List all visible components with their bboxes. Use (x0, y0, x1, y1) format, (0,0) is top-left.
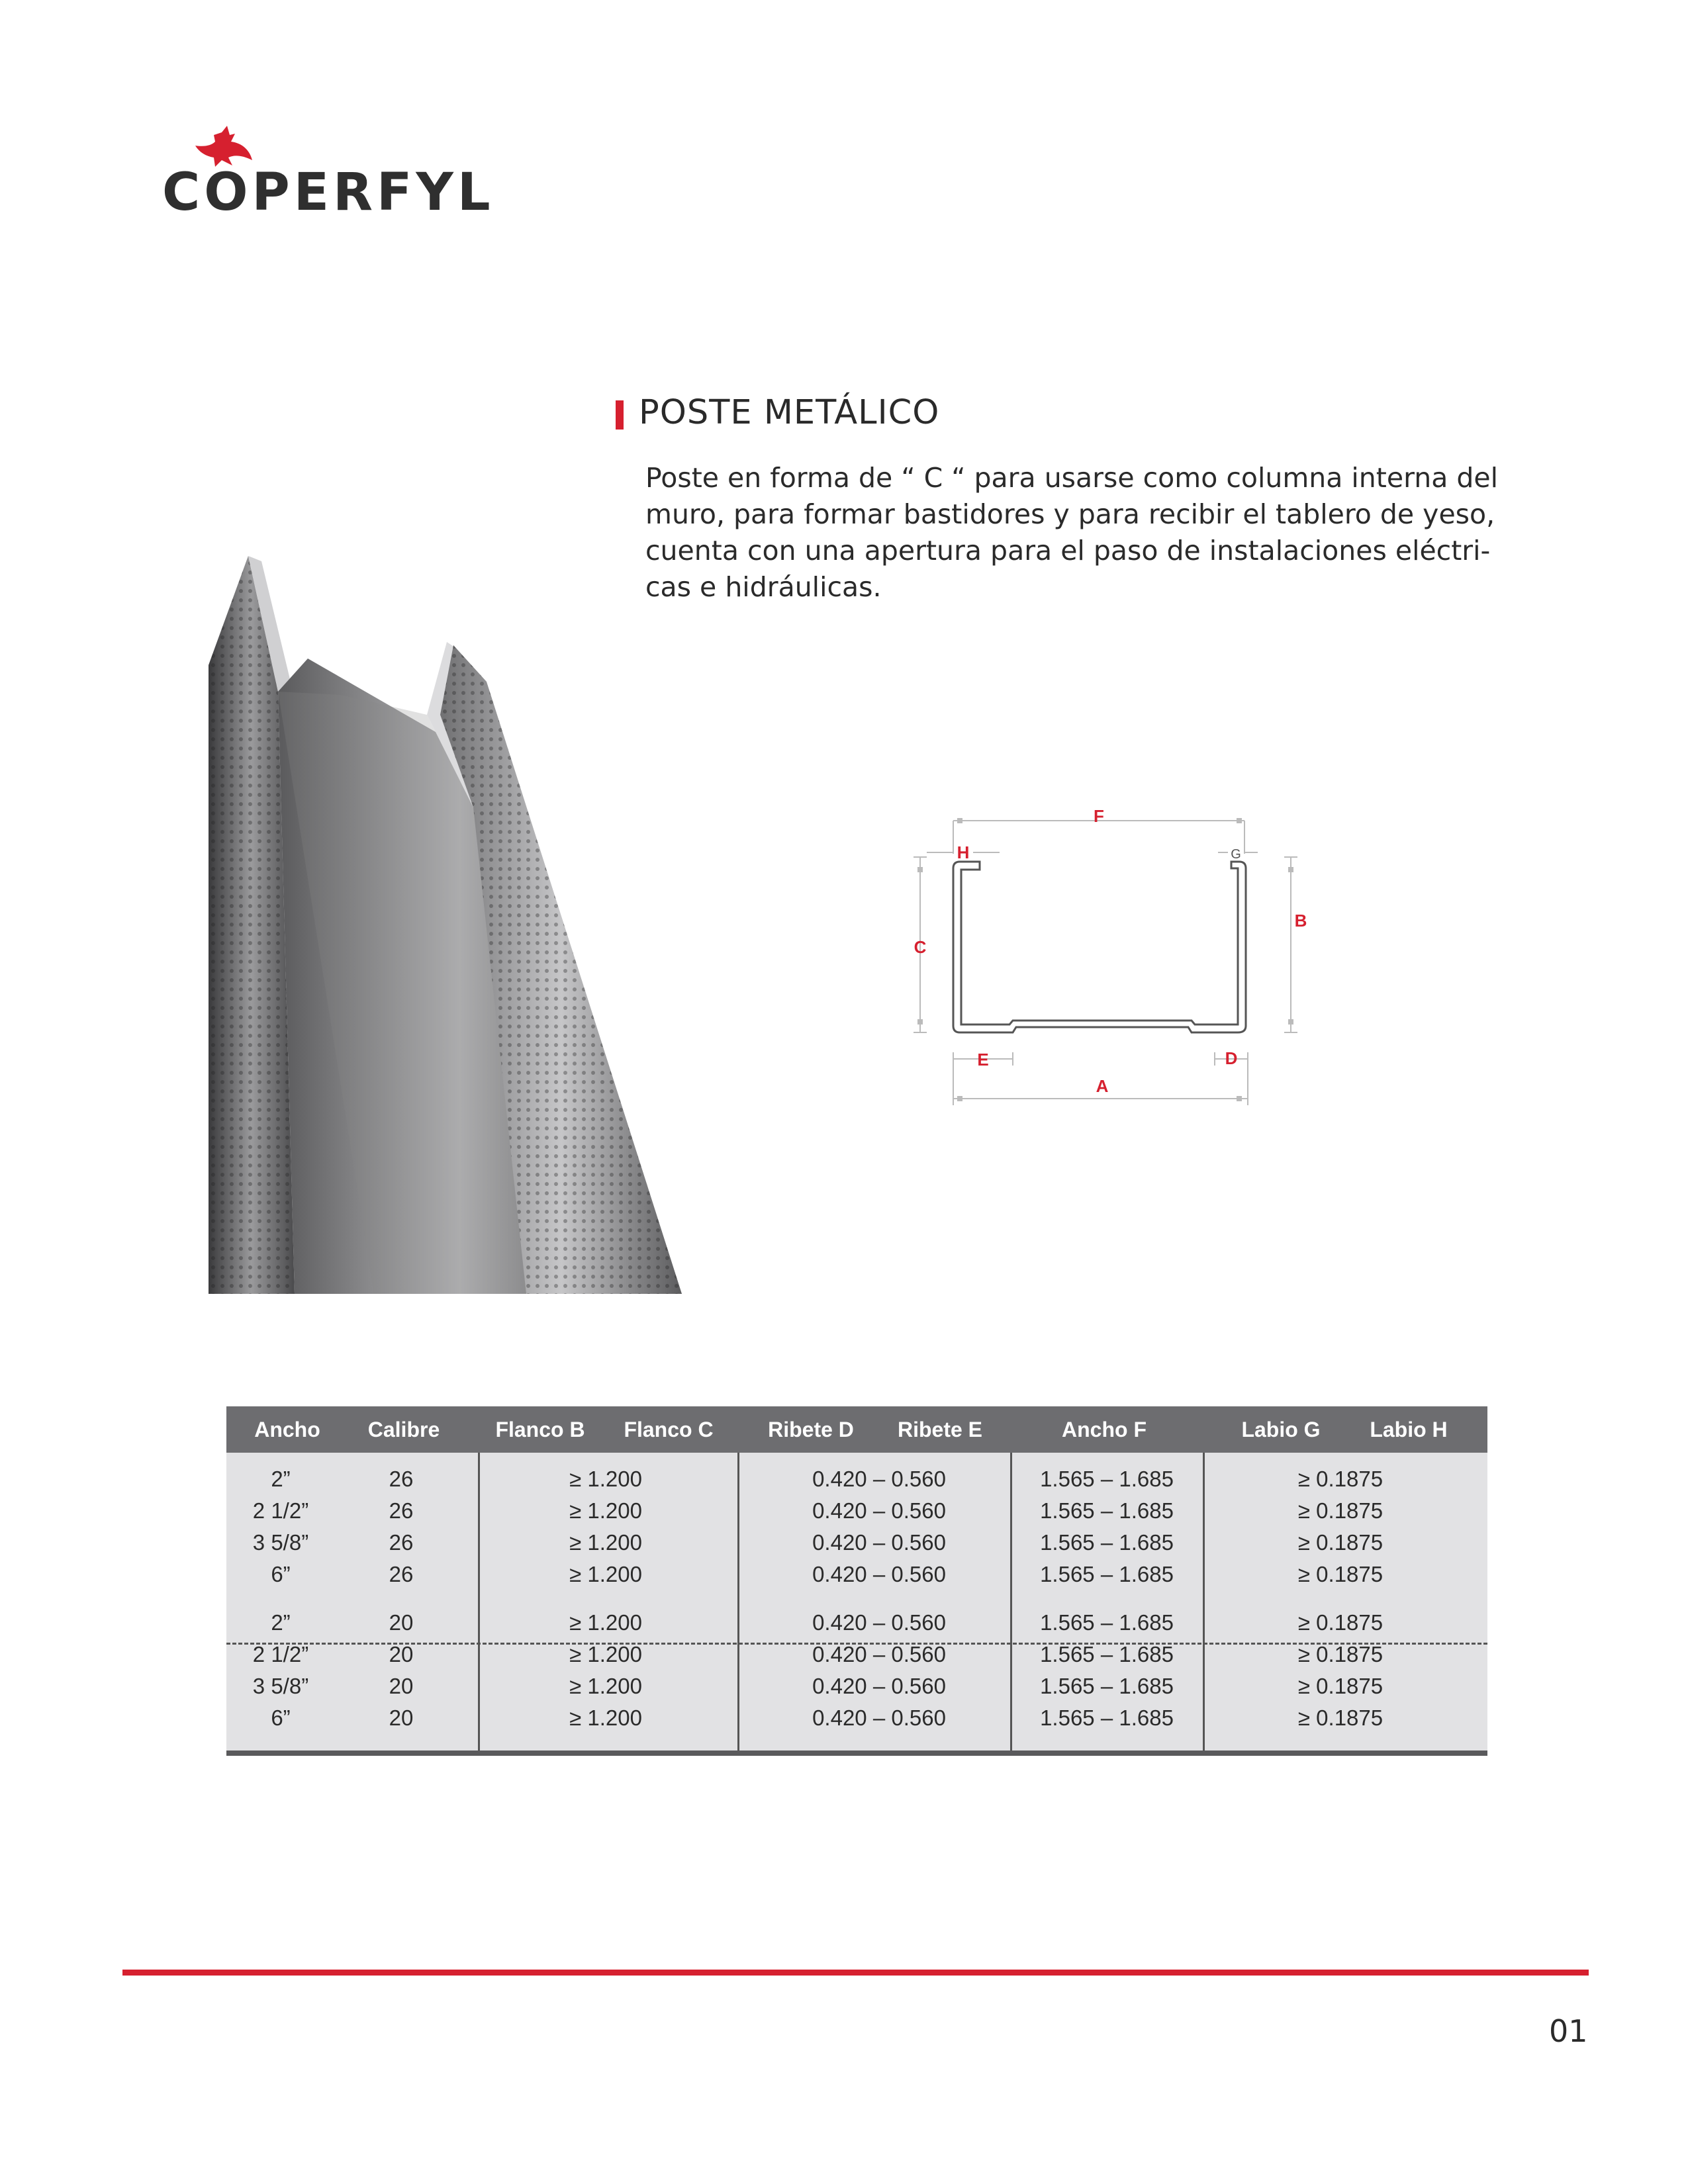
cell-flanco: ≥ 1.200 (569, 1530, 642, 1555)
cell-ancho-f: 1.565 – 1.685 (1040, 1642, 1174, 1666)
product-description (645, 460, 1498, 606)
col-header-ancho-f: Ancho F (1062, 1418, 1147, 1441)
cell-calibre: 20 (389, 1610, 414, 1635)
description-line: Poste en forma de “ C “ para usarse como columna interna del (645, 462, 1498, 494)
col-header-labio-g: Labio G (1241, 1418, 1321, 1441)
description-line: cas e hidráulicas. (645, 571, 882, 603)
cell-calibre: 26 (389, 1562, 414, 1586)
cell-calibre: 20 (389, 1706, 414, 1730)
cell-ancho: 6” (271, 1706, 291, 1730)
diagram-label-b: B (1294, 911, 1307, 931)
description-line: cuenta con una apertura para el paso de instalaciones eléctri- (645, 535, 1491, 567)
cell-ancho-f: 1.565 – 1.685 (1040, 1562, 1174, 1586)
cell-ribete: 0.420 – 0.560 (812, 1498, 946, 1523)
col-header-flanco-c: Flanco C (624, 1418, 714, 1441)
cell-labio: ≥ 0.1875 (1297, 1530, 1383, 1555)
cell-ancho-f: 1.565 – 1.685 (1040, 1610, 1174, 1635)
cell-ribete: 0.420 – 0.560 (812, 1642, 946, 1666)
cell-ancho: 2” (271, 1610, 291, 1635)
cell-ancho-f: 1.565 – 1.685 (1040, 1674, 1174, 1698)
cell-labio: ≥ 0.1875 (1297, 1610, 1383, 1635)
cell-labio: ≥ 0.1875 (1297, 1706, 1383, 1730)
cell-labio: ≥ 0.1875 (1297, 1498, 1383, 1523)
cell-ribete: 0.420 – 0.560 (812, 1706, 946, 1730)
col-header-flanco-b: Flanco B (495, 1418, 585, 1441)
footer-rule (122, 1970, 1589, 1976)
cell-ancho: 2 1/2” (252, 1642, 309, 1666)
cell-calibre: 20 (389, 1642, 414, 1666)
cell-ancho: 6” (271, 1562, 291, 1586)
cell-ribete: 0.420 – 0.560 (812, 1467, 946, 1491)
brand-name: COPERFYL (162, 163, 494, 222)
cell-calibre: 26 (389, 1467, 414, 1491)
cell-flanco: ≥ 1.200 (569, 1562, 642, 1586)
page-title: POSTE METÁLICO (639, 393, 940, 432)
diagram-label-h: H (957, 842, 970, 862)
cell-ribete: 0.420 – 0.560 (812, 1530, 946, 1555)
cell-calibre: 26 (389, 1530, 414, 1555)
diagram-label-e: E (977, 1050, 989, 1069)
column-divider (737, 1453, 739, 1751)
cell-ribete: 0.420 – 0.560 (812, 1674, 946, 1698)
diagram-label-g: G (1231, 847, 1241, 862)
column-divider (1203, 1453, 1205, 1751)
col-header-calibre: Calibre (367, 1418, 440, 1441)
col-header-ancho: Ancho (254, 1418, 320, 1441)
cell-ancho-f: 1.565 – 1.685 (1040, 1706, 1174, 1730)
cell-flanco: ≥ 1.200 (569, 1498, 642, 1523)
cell-calibre: 26 (389, 1498, 414, 1523)
cell-calibre: 20 (389, 1674, 414, 1698)
description-line: muro, para formar bastidores y para recibir el tablero de yeso, (645, 498, 1495, 530)
cell-labio: ≥ 0.1875 (1297, 1467, 1383, 1491)
cell-labio: ≥ 0.1875 (1297, 1562, 1383, 1586)
col-header-ribete-d: Ribete D (768, 1418, 854, 1441)
cell-ancho: 3 5/8” (252, 1674, 309, 1698)
diagram-label-c: C (914, 937, 927, 957)
cell-ribete: 0.420 – 0.560 (812, 1562, 946, 1586)
cell-flanco: ≥ 1.200 (569, 1706, 642, 1730)
cell-ancho-f: 1.565 – 1.685 (1040, 1467, 1174, 1491)
cell-ribete: 0.420 – 0.560 (812, 1610, 946, 1635)
column-divider (1010, 1453, 1012, 1751)
table-body (226, 1453, 1487, 1756)
cell-flanco: ≥ 1.200 (569, 1610, 642, 1635)
cell-ancho: 2” (271, 1467, 291, 1491)
page-number: 01 (1549, 2013, 1588, 2049)
cell-flanco: ≥ 1.200 (569, 1674, 642, 1698)
metal-stud-photo (209, 549, 682, 1294)
brand-logo (162, 126, 494, 222)
diagram-label-a: A (1096, 1076, 1109, 1096)
cell-labio: ≥ 0.1875 (1297, 1674, 1383, 1698)
col-header-labio-h: Labio H (1370, 1418, 1448, 1441)
diagram-label-d: D (1225, 1048, 1238, 1068)
cell-ancho-f: 1.565 – 1.685 (1040, 1498, 1174, 1523)
table-header (226, 1406, 1487, 1453)
cell-ancho: 3 5/8” (252, 1530, 309, 1555)
profile-diagram (900, 801, 1324, 1125)
title-accent-bar (616, 400, 624, 430)
cell-ancho: 2 1/2” (252, 1498, 309, 1523)
cell-flanco: ≥ 1.200 (569, 1642, 642, 1666)
column-divider (478, 1453, 480, 1751)
cell-flanco: ≥ 1.200 (569, 1467, 642, 1491)
col-header-ribete-e: Ribete E (897, 1418, 983, 1441)
cell-ancho-f: 1.565 – 1.685 (1040, 1530, 1174, 1555)
spec-table (226, 1406, 1487, 1756)
cell-labio: ≥ 0.1875 (1297, 1642, 1383, 1666)
diagram-label-f: F (1094, 806, 1104, 826)
